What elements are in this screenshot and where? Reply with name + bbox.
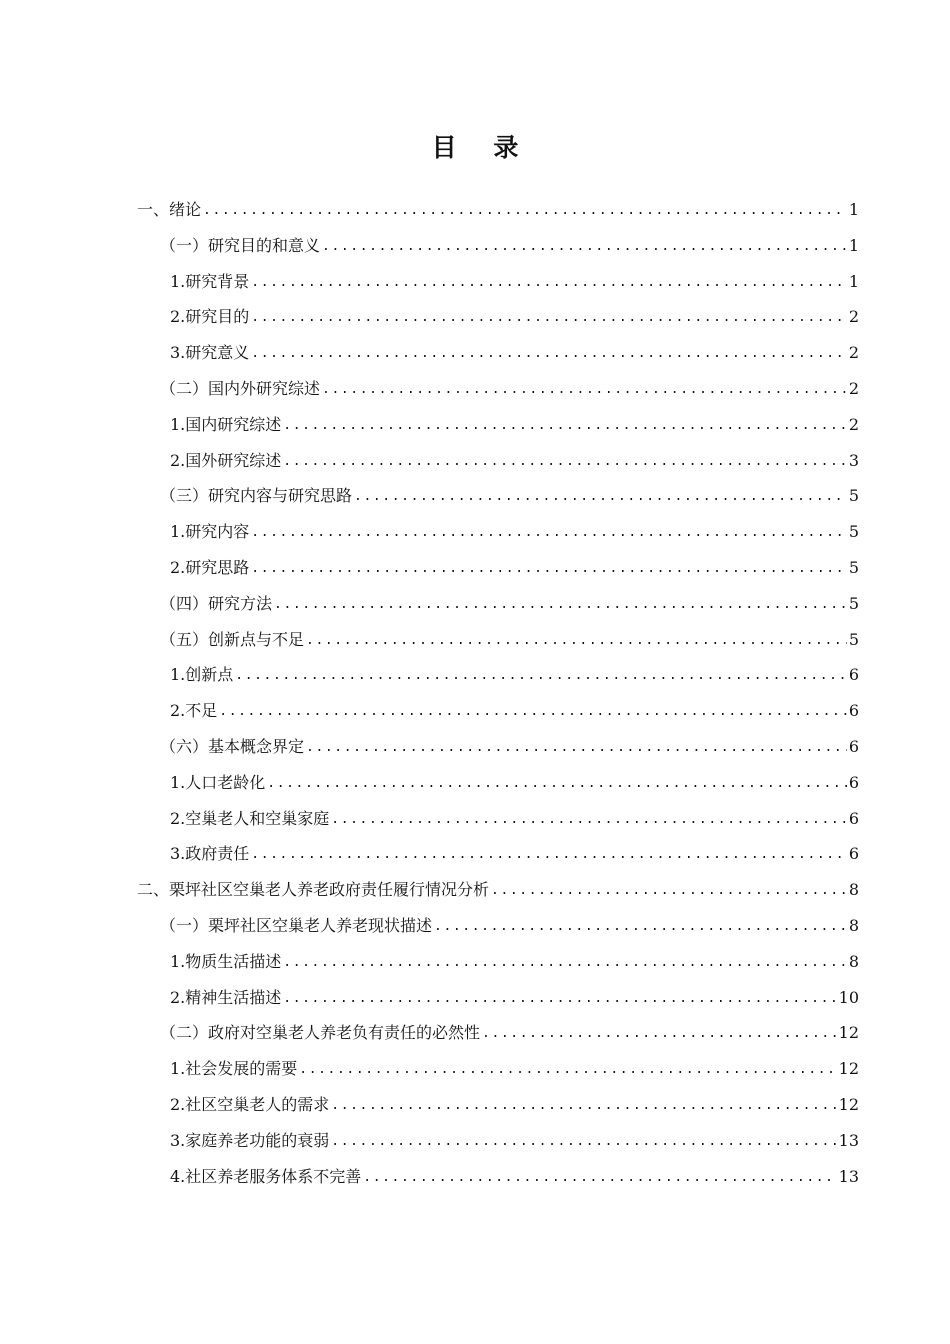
toc-entry-page-number: 2 (848, 343, 859, 363)
toc-entry[interactable] (170, 512, 859, 542)
toc-entry-page-number: 5 (848, 486, 859, 506)
toc-entry-page-number: 5 (848, 558, 859, 577)
toc-entry[interactable] (160, 369, 859, 399)
dot-leader (235, 667, 847, 685)
dot-leader (283, 990, 836, 1008)
toc-entry-page-number: 2 (848, 414, 859, 434)
toc-entry[interactable] (170, 548, 859, 578)
toc-entry-label: 2.不足 (170, 701, 218, 721)
toc-entry[interactable] (160, 584, 859, 614)
dot-leader (251, 560, 847, 578)
toc-entry-page-number: 3 (848, 450, 859, 470)
toc-entry[interactable] (170, 333, 859, 363)
dot-leader (354, 488, 847, 506)
toc-entry-page-number: 1 (848, 271, 859, 291)
dot-leader (491, 882, 847, 900)
toc-entry-label: 1.社会发展的需要 (170, 1059, 298, 1079)
toc-entry[interactable] (170, 763, 859, 793)
toc-entry[interactable] (170, 262, 859, 292)
toc-entry-page-number: 6 (848, 701, 859, 721)
toc-entry-page-number: 10 (838, 987, 859, 1007)
toc-entry-label: （一）栗坪社区空巢老人养老现状描述 (160, 916, 433, 935)
toc-entry-label: （六）基本概念界定 (160, 737, 305, 756)
dot-leader (251, 846, 847, 864)
toc-entry-label: 2.空巢老人和空巢家庭 (170, 808, 330, 828)
toc-entry-page-number: 6 (848, 737, 859, 756)
dot-leader (251, 274, 847, 292)
toc-entry-label: （二）政府对空巢老人养老负有责任的必然性 (160, 1023, 481, 1043)
toc-entry[interactable] (160, 1013, 859, 1043)
toc-entry-label: 1.研究内容 (170, 522, 250, 542)
toc-entry-label: 一、绪论 (137, 200, 202, 219)
toc-entry-label: 1.创新点 (170, 665, 234, 685)
toc-entry[interactable] (170, 1085, 859, 1115)
dot-leader (274, 596, 847, 614)
toc-entry-label: 2.精神生活描述 (170, 987, 282, 1007)
toc-entry-page-number: 12 (838, 1023, 859, 1043)
toc-entry-label: （一）研究目的和意义 (160, 235, 321, 255)
toc-entry[interactable] (160, 226, 859, 256)
toc-entry-page-number: 12 (838, 1095, 859, 1114)
dot-leader (283, 453, 847, 471)
dot-leader (203, 202, 847, 220)
toc-entry-label: 2.研究思路 (170, 558, 250, 577)
toc-entry-page-number: 5 (848, 629, 859, 649)
dot-leader (363, 1169, 836, 1187)
toc-entry-label: （二）国内外研究综述 (160, 379, 321, 398)
toc-entry-label: （三）研究内容与研究思路 (160, 486, 353, 506)
dot-leader (267, 775, 847, 793)
toc-entry[interactable] (170, 799, 859, 829)
dot-leader (251, 345, 847, 363)
toc-entry-label: 3.家庭养老功能的衰弱 (170, 1130, 330, 1150)
dot-leader (306, 632, 847, 650)
dot-leader (219, 703, 847, 721)
toc-entry-page-number: 8 (848, 880, 859, 900)
toc-entry[interactable] (170, 942, 859, 972)
dot-leader (251, 524, 847, 542)
toc-entry-page-number: 2 (848, 379, 859, 398)
toc-entry[interactable] (160, 620, 859, 650)
dot-leader (331, 811, 847, 829)
toc-entry-page-number: 13 (838, 1130, 859, 1150)
dot-leader (322, 381, 847, 399)
toc-entry-label: （五）创新点与不足 (160, 629, 305, 649)
toc-entry[interactable] (170, 1157, 859, 1187)
toc-entry-label: 1.国内研究综述 (170, 414, 282, 434)
toc-entry[interactable] (170, 1049, 859, 1079)
toc-entry-label: （四）研究方法 (160, 593, 273, 613)
toc-entry-page-number: 13 (838, 1166, 859, 1186)
toc-entry[interactable] (170, 297, 859, 327)
toc-entry-label: 1.研究背景 (170, 271, 250, 291)
toc-entry-page-number: 1 (848, 200, 859, 219)
toc-entry-label: 4.社区养老服务体系不完善 (170, 1166, 362, 1186)
toc-entry-page-number: 6 (848, 772, 859, 792)
toc-entry[interactable] (160, 906, 859, 936)
dot-leader (283, 417, 847, 435)
toc-entry-page-number: 6 (848, 808, 859, 828)
toc-entry[interactable] (137, 870, 859, 900)
toc-entry[interactable] (170, 834, 859, 864)
toc-entry[interactable] (170, 978, 859, 1008)
toc-entry-page-number: 8 (848, 916, 859, 935)
dot-leader (283, 954, 847, 972)
toc-entry-page-number: 6 (848, 844, 859, 864)
toc-entry[interactable] (170, 405, 859, 435)
toc-entry-label: 2.研究目的 (170, 307, 250, 327)
dot-leader (331, 1133, 836, 1151)
toc-entry-label: 1.人口老龄化 (170, 772, 266, 792)
toc-entry-label: 1.物质生活描述 (170, 951, 282, 971)
toc-entry-page-number: 12 (838, 1059, 859, 1079)
toc-entry-page-number: 5 (848, 522, 859, 542)
dot-leader (331, 1097, 836, 1115)
dot-leader (482, 1025, 837, 1043)
dot-leader (306, 739, 847, 757)
dot-leader (322, 238, 847, 256)
toc-entry-label: 二、栗坪社区空巢老人养老政府责任履行情况分析 (137, 880, 490, 900)
page-title: 目 录 (431, 133, 533, 162)
toc-entry-page-number: 8 (848, 951, 859, 971)
toc-entry-label: 3.政府责任 (170, 844, 250, 864)
toc-entry[interactable] (170, 1121, 859, 1151)
toc-entry-page-number: 5 (848, 593, 859, 613)
dot-leader (434, 918, 847, 936)
toc-entry[interactable] (137, 190, 859, 220)
toc-entry-page-number: 1 (848, 235, 859, 255)
toc-entry[interactable] (170, 655, 859, 685)
toc-entry[interactable] (160, 727, 859, 757)
toc-entry-page-number: 6 (848, 665, 859, 685)
toc-entry-page-number: 2 (848, 307, 859, 327)
toc-entry[interactable] (170, 441, 859, 471)
dot-leader (251, 309, 847, 327)
toc-entry-label: 2.国外研究综述 (170, 450, 282, 470)
dot-leader (299, 1061, 836, 1079)
toc-entry-label: 3.研究意义 (170, 343, 250, 363)
toc-entry[interactable] (160, 476, 859, 506)
toc-entry[interactable] (170, 691, 859, 721)
toc-entry-label: 2.社区空巢老人的需求 (170, 1095, 330, 1114)
